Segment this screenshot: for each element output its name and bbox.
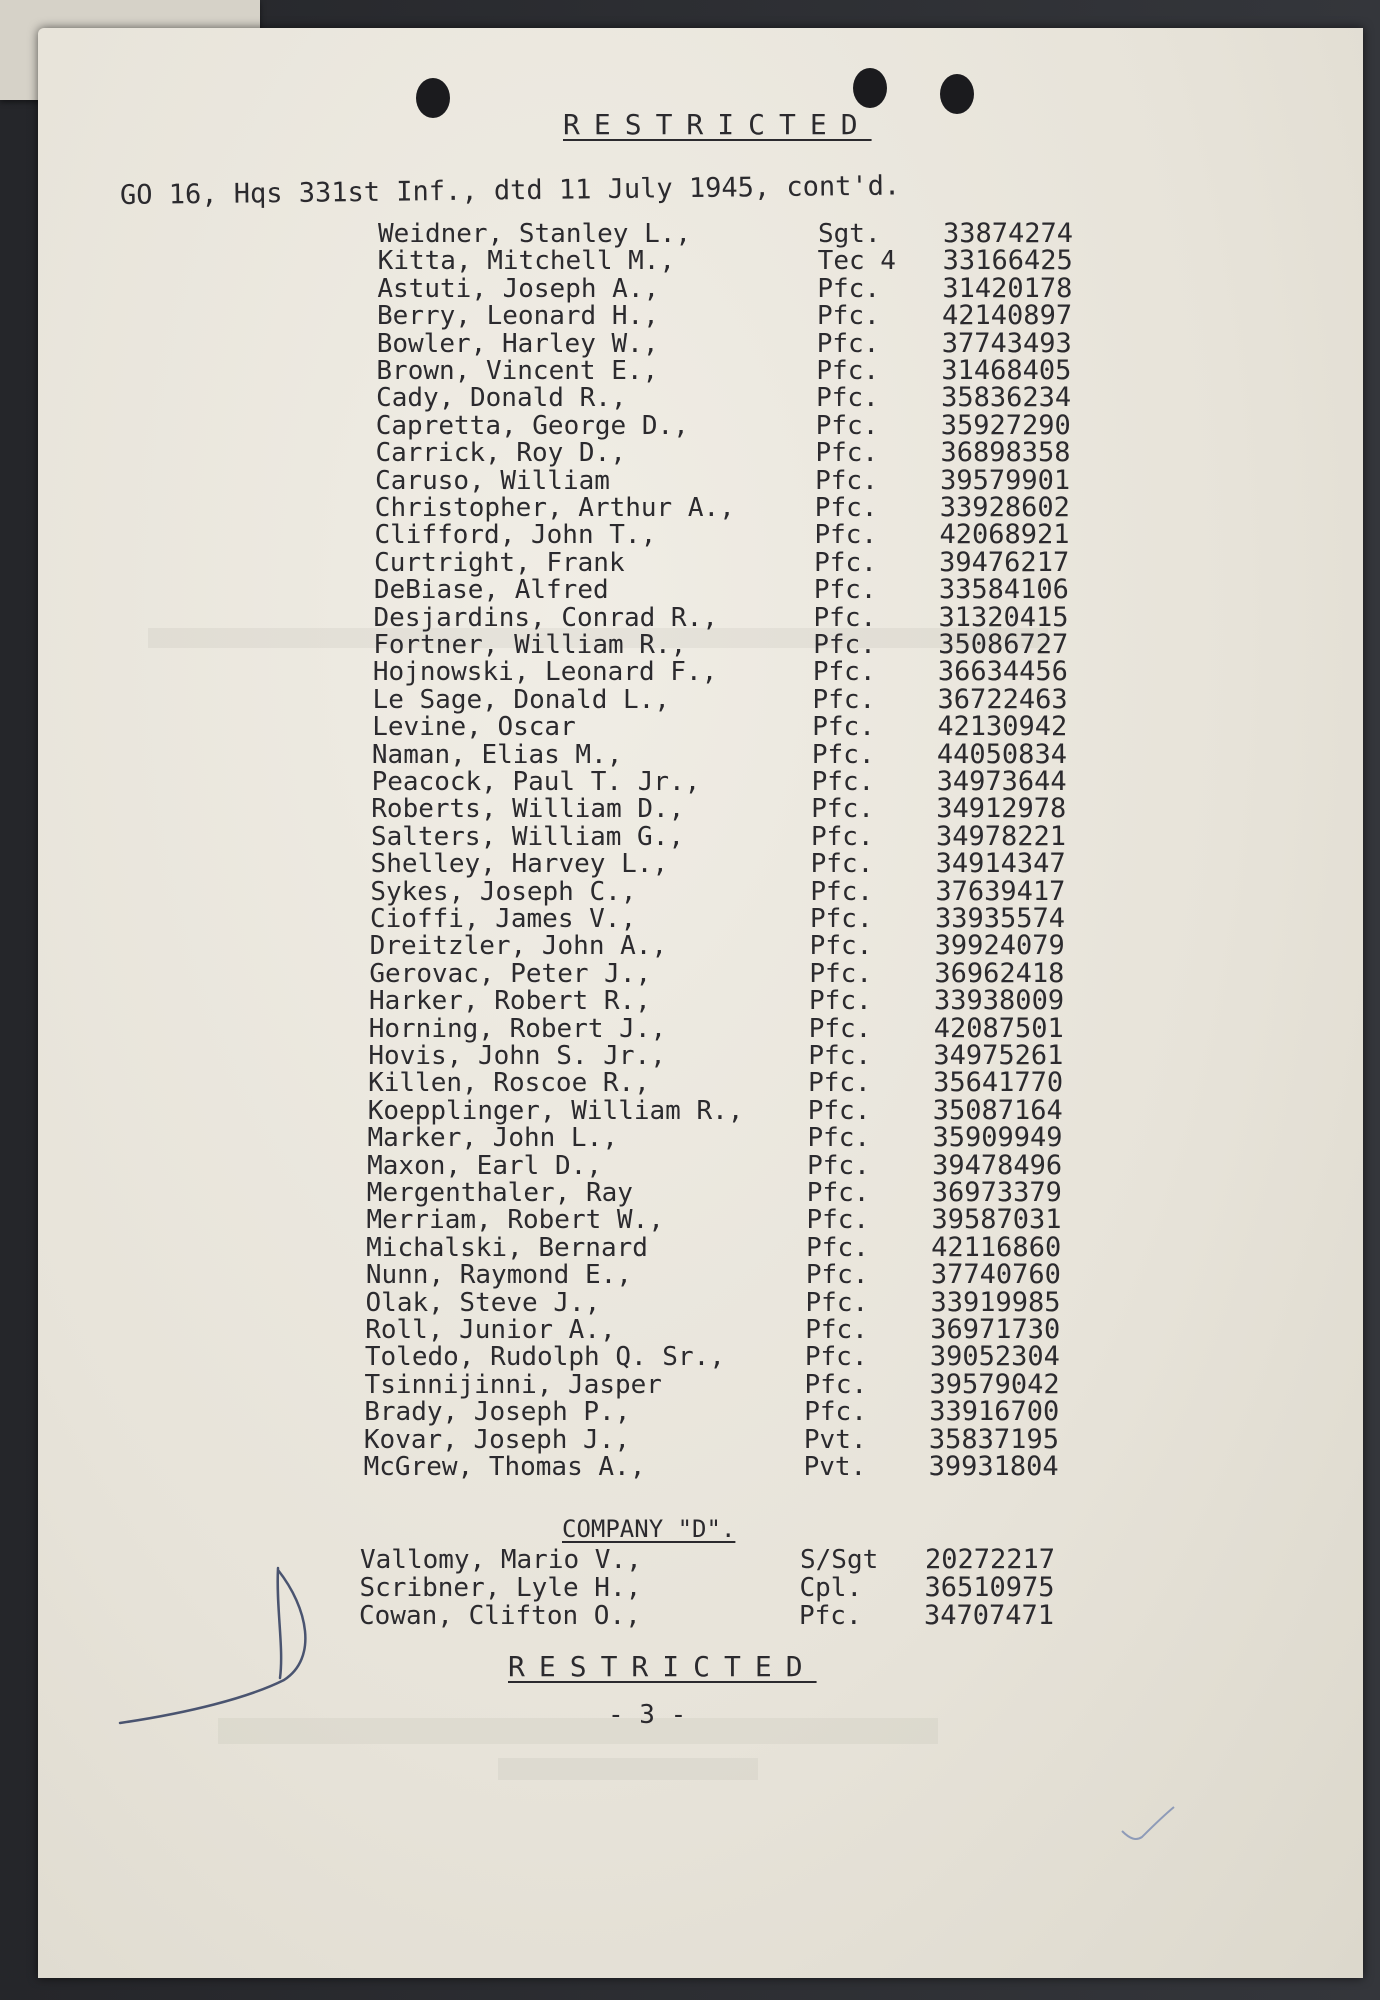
soldier-name: Nunn, Raymond E.,	[365, 1260, 632, 1291]
soldier-name: Cioffi, James V.,	[370, 904, 637, 934]
serial-number: 35909949	[932, 1122, 1063, 1154]
serial-number: 36634456	[937, 656, 1068, 688]
serial-number: 36722463	[937, 683, 1068, 715]
serial-number: 37639417	[935, 875, 1066, 907]
soldier-name: Olak, Steve J.,	[365, 1287, 601, 1318]
serial-number: 33919985	[930, 1286, 1061, 1318]
soldier-rank: Pfc.	[812, 684, 876, 715]
soldier-name: Berry, Leonard H.,	[377, 301, 659, 332]
soldier-rank: Pfc.	[816, 328, 880, 359]
handwritten-d-mark	[108, 1548, 308, 1728]
soldier-rank: Pfc.	[814, 493, 878, 523]
soldier-name: Fortner, William R.,	[373, 630, 687, 660]
soldier-name: Gerovac, Peter J.,	[369, 958, 652, 989]
classification-bottom: RESTRICTED	[508, 1650, 817, 1683]
soldier-rank: Pfc.	[813, 602, 877, 633]
serial-number: 31320415	[938, 601, 1069, 633]
serial-number: 20272217	[925, 1544, 1056, 1575]
soldier-rank: Pvt.	[803, 1452, 867, 1482]
soldier-name: Roberts, William D.,	[371, 794, 685, 825]
soldier-name: McGrew, Thomas A.,	[363, 1452, 646, 1482]
pencil-check-mark	[1118, 1803, 1178, 1843]
soldier-rank: Pfc.	[814, 520, 878, 551]
soldier-rank: Pfc.	[811, 794, 874, 825]
soldier-name: Scribner, Lyle H.,	[359, 1573, 642, 1603]
soldier-name: Brown, Vincent E.,	[376, 356, 659, 386]
soldier-rank: Pfc.	[807, 1095, 871, 1126]
soldier-name: Weidner, Stanley L.,	[378, 219, 692, 249]
soldier-rank: Pfc.	[808, 1041, 872, 1071]
soldier-name: Brady, Joseph P.,	[364, 1397, 631, 1428]
soldier-name: Maxon, Earl D.,	[367, 1150, 602, 1181]
soldier-rank: Pfc.	[807, 1123, 871, 1154]
soldier-rank: Pfc.	[806, 1232, 869, 1263]
soldier-rank: Pfc.	[810, 904, 873, 934]
soldier-name: Horning, Robert J.,	[368, 1013, 667, 1044]
soldier-rank: Pfc.	[804, 1369, 868, 1400]
serial-number: 34912978	[936, 793, 1067, 825]
soldier-name: Salters, William G.,	[370, 821, 685, 852]
soldier-name: Bowler, Harley W.,	[376, 328, 659, 359]
serial-number: 35836234	[941, 382, 1072, 414]
serial-number: 42116860	[931, 1231, 1062, 1263]
serial-number: 31468405	[941, 355, 1072, 386]
serial-number: 34978221	[935, 820, 1066, 852]
serial-number: 39931804	[928, 1451, 1059, 1482]
soldier-name: Hovis, John S. Jr.,	[368, 1041, 666, 1071]
soldier-name: DeBiase, Alfred	[373, 575, 609, 606]
soldier-rank: Pfc.	[809, 986, 872, 1017]
soldier-rank: Pfc.	[806, 1178, 870, 1208]
soldier-name: Le Sage, Donald L.,	[372, 684, 670, 715]
soldier-name: Hojnowski, Leonard F.,	[372, 657, 718, 688]
serial-number: 36510975	[924, 1572, 1055, 1603]
serial-number: 39478496	[932, 1149, 1063, 1181]
soldier-rank: Pfc.	[810, 876, 873, 907]
serial-number: 33874274	[943, 218, 1074, 249]
serial-number: 35837195	[928, 1423, 1059, 1455]
serial-number: 35927290	[940, 409, 1071, 441]
soldier-name: Roll, Junior A.,	[365, 1315, 616, 1345]
soldier-rank: Pfc.	[815, 438, 879, 469]
soldier-rank: Pfc.	[810, 821, 874, 852]
soldier-rank: Pvt.	[803, 1424, 867, 1455]
soldier-rank: Pfc.	[805, 1260, 869, 1291]
soldier-rank: Pfc.	[817, 301, 880, 332]
soldier-name: Koepplinger, William R.,	[367, 1095, 744, 1126]
serial-number: 34973644	[936, 766, 1067, 797]
soldier-name: Capretta, George D.,	[375, 410, 689, 441]
soldier-name: Cady, Donald R.,	[376, 383, 627, 414]
serial-number: 36962418	[934, 957, 1065, 989]
soldier-rank: Sgt.	[818, 219, 881, 249]
soldier-rank: Pfc.	[816, 356, 880, 386]
soldier-rank: Pfc.	[804, 1342, 868, 1373]
serial-number: 35087164	[932, 1094, 1063, 1126]
document-page	[38, 28, 1363, 1978]
soldier-name: Mergenthaler, Ray	[366, 1178, 633, 1208]
soldier-name: Toledo, Rudolph Q. Sr.,	[364, 1342, 725, 1373]
soldier-name: Clifford, John T.,	[374, 520, 657, 551]
serial-number: 39579901	[940, 464, 1071, 496]
soldier-rank: Pfc.	[808, 1013, 872, 1044]
serial-number: 42087501	[933, 1012, 1064, 1044]
soldier-rank: Pfc.	[814, 547, 877, 578]
serial-number: 36898358	[940, 437, 1071, 469]
soldier-rank: Pfc.	[815, 465, 878, 496]
serial-number: 35641770	[933, 1067, 1064, 1099]
soldier-rank: Pfc.	[811, 739, 875, 770]
soldier-name: Shelley, Harvey L.,	[370, 849, 669, 880]
soldier-name: Vallomy, Mario V.,	[360, 1545, 642, 1575]
serial-number: 39052304	[929, 1341, 1060, 1373]
soldier-rank: Pfc.	[805, 1287, 869, 1318]
serial-number: 33928602	[939, 492, 1070, 523]
serial-number: 39924079	[934, 930, 1065, 962]
soldier-name: Tsinnijinni, Jasper	[364, 1369, 662, 1400]
serial-number: 42068921	[939, 519, 1070, 551]
serial-number: 39579042	[929, 1368, 1060, 1400]
soldier-rank: Pfc.	[812, 657, 876, 688]
serial-number: 39587031	[931, 1204, 1062, 1236]
serial-number: 34975261	[933, 1040, 1064, 1071]
soldier-name: Desjardins, Conrad R.,	[373, 602, 718, 633]
soldier-rank: Pfc.	[813, 630, 876, 660]
soldier-name: Curtright, Frank	[374, 547, 625, 578]
soldier-name: Caruso, William	[375, 465, 610, 496]
soldier-rank: Pfc.	[815, 410, 879, 441]
soldier-name: Levine, Oscar	[372, 712, 576, 743]
soldier-name: Cowan, Clifton O.,	[359, 1601, 641, 1631]
serial-number: 31420178	[942, 272, 1073, 304]
soldier-rank: Pfc.	[809, 958, 872, 989]
serial-number: 33584106	[938, 574, 1069, 606]
soldier-name: Sykes, Joseph C.,	[370, 876, 637, 907]
soldier-name: Marker, John L.,	[367, 1123, 618, 1154]
serial-number: 35086727	[938, 629, 1069, 660]
soldier-rank: Pfc.	[812, 712, 875, 743]
serial-number: 34914347	[935, 848, 1066, 880]
soldier-name: Killen, Roscoe R.,	[368, 1068, 650, 1099]
soldier-name: Kitta, Mitchell M.,	[377, 246, 676, 277]
serial-number: 42140897	[942, 300, 1073, 332]
soldier-rank: Tec 4	[817, 246, 896, 277]
soldier-name: Naman, Elias M.,	[371, 739, 623, 770]
soldier-name: Harker, Robert R.,	[369, 986, 651, 1017]
soldier-rank: Cpl.	[799, 1573, 863, 1603]
soldier-rank: Pfc.	[816, 383, 879, 414]
serial-number: 44050834	[936, 738, 1067, 770]
page-number: - 3 -	[608, 1700, 687, 1730]
soldier-name: Christopher, Arthur A.,	[374, 493, 735, 523]
serial-number: 37740760	[930, 1259, 1061, 1291]
soldier-name: Merriam, Robert W.,	[366, 1205, 664, 1236]
classification-top: RESTRICTED	[563, 108, 872, 141]
serial-number: 33166425	[942, 245, 1073, 277]
soldier-rank: Pfc.	[811, 767, 875, 797]
soldier-rank: Pfc.	[813, 575, 877, 606]
company-d-heading: COMPANY "D".	[562, 1515, 736, 1543]
serial-number: 33916700	[929, 1396, 1060, 1428]
soldier-rank: Pfc.	[805, 1315, 868, 1345]
soldier-name: Peacock, Paul T. Jr.,	[371, 767, 701, 797]
serial-number: 37743493	[941, 327, 1072, 359]
serial-number: 33938009	[934, 985, 1065, 1017]
soldier-name: Kovar, Joseph J.,	[363, 1424, 631, 1455]
order-line: GO 16, Hqs 331st Inf., dtd 11 July 1945, cont'd.	[119, 170, 901, 211]
soldier-rank: Pfc.	[806, 1205, 870, 1236]
serial-number: 33935574	[935, 903, 1066, 934]
soldier-name: Astuti, Joseph A.,	[377, 273, 660, 304]
serial-number: 36973379	[931, 1177, 1062, 1208]
soldier-name: Carrick, Roy D.,	[375, 438, 626, 469]
soldier-rank: Pfc.	[799, 1601, 862, 1631]
soldier-name: Michalski, Bernard	[366, 1232, 648, 1263]
soldier-name: Dreitzler, John A.,	[369, 931, 668, 962]
serial-number: 42130942	[937, 711, 1068, 743]
soldier-rank: Pfc.	[808, 1068, 871, 1099]
serial-number: 36971730	[930, 1314, 1061, 1345]
serial-number: 39476217	[939, 546, 1070, 578]
soldier-rank: Pfc.	[817, 273, 880, 304]
soldier-rank: Pfc.	[804, 1397, 867, 1428]
serial-number: 34707471	[924, 1600, 1055, 1631]
soldier-rank: S/Sgt	[800, 1545, 879, 1575]
soldier-rank: Pfc.	[807, 1150, 870, 1181]
soldier-rank: Pfc.	[809, 931, 873, 962]
soldier-rank: Pfc.	[810, 849, 874, 880]
